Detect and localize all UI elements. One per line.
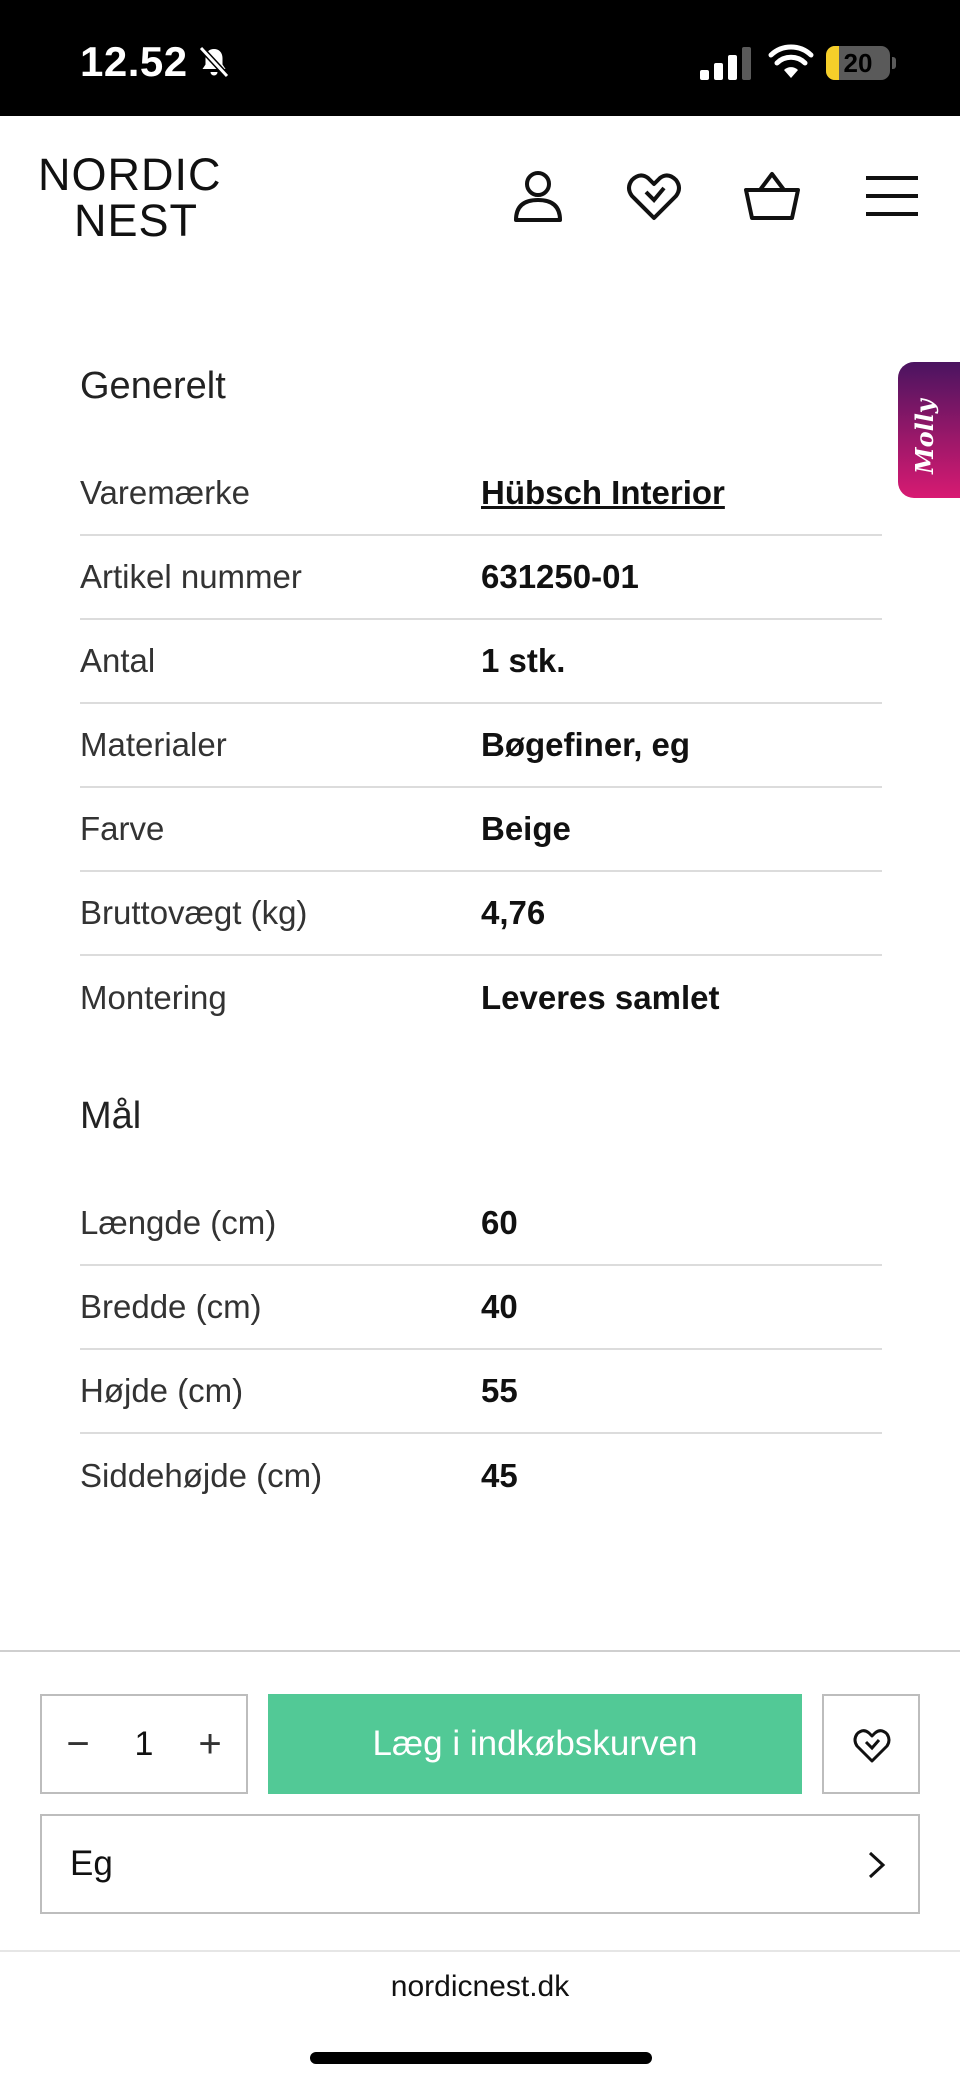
- logo-line-2: NEST: [74, 195, 199, 246]
- brand-link[interactable]: Hübsch Interior: [481, 474, 725, 511]
- spec-label: Montering: [80, 979, 227, 1016]
- general-section-title: Generelt: [80, 365, 226, 407]
- address-bar-url[interactable]: nordicnest.dk: [390, 1970, 570, 2003]
- spec-row-seat-height: [80, 1434, 882, 1518]
- spec-value: 40: [481, 1288, 518, 1325]
- spec-value: Bøgefiner, eg: [481, 726, 691, 763]
- variant-selected-value: Eg: [70, 1844, 113, 1883]
- status-time: 12.52: [80, 38, 188, 85]
- spec-label: Varemærke: [80, 474, 250, 511]
- signal-icon: [700, 46, 752, 80]
- spec-label: Bruttovægt (kg): [80, 894, 308, 931]
- spec-label: Antal: [80, 642, 156, 679]
- add-to-cart-bar: [0, 1650, 960, 1950]
- favorite-button[interactable]: [822, 1694, 920, 1794]
- dimensions-section-title: Mål: [80, 1095, 142, 1137]
- spec-row-materials: [80, 704, 882, 788]
- basket-icon[interactable]: [742, 166, 802, 226]
- spec-value: 60: [481, 1204, 518, 1241]
- variant-selector[interactable]: [40, 1814, 920, 1914]
- spec-row-color: [80, 788, 882, 872]
- spec-value: Beige: [481, 810, 571, 847]
- spec-value: 4,76: [481, 894, 546, 931]
- chevron-right-icon: [866, 1850, 888, 1880]
- spec-row-quantity: [80, 620, 882, 704]
- molly-chat-tab[interactable]: [898, 362, 960, 498]
- spec-row-height: [80, 1350, 882, 1434]
- status-bar: [0, 0, 960, 116]
- heart-icon[interactable]: [624, 166, 684, 226]
- battery-level: 20: [843, 48, 873, 78]
- quantity-value[interactable]: 1: [134, 1725, 154, 1763]
- spec-value: Leveres samlet: [481, 979, 720, 1016]
- spec-value: 1 stk.: [481, 642, 566, 679]
- site-header: [0, 116, 960, 276]
- spec-label: Artikel nummer: [80, 558, 302, 595]
- home-indicator[interactable]: [310, 2052, 652, 2064]
- add-to-cart-button[interactable]: Læg i indkøbskurven: [268, 1694, 802, 1794]
- bell-slash-icon: [196, 44, 232, 80]
- molly-label: Molly: [910, 399, 939, 474]
- spec-row-brand: [80, 452, 882, 536]
- wifi-icon: [768, 42, 814, 80]
- nordic-nest-logo[interactable]: [38, 149, 238, 246]
- user-icon[interactable]: [508, 166, 568, 226]
- spec-row-assembly: [80, 956, 882, 1040]
- spec-row-article-number: [80, 536, 882, 620]
- spec-label: Bredde (cm): [80, 1288, 262, 1325]
- battery-icon: [826, 46, 896, 80]
- spec-label: Højde (cm): [80, 1372, 244, 1409]
- spec-label: Materialer: [80, 726, 227, 763]
- general-spec-table: [80, 452, 882, 1040]
- heart-icon: [852, 1726, 892, 1764]
- dimensions-spec-table: [80, 1182, 882, 1518]
- spec-row-length: [80, 1182, 882, 1266]
- menu-icon[interactable]: [862, 166, 922, 226]
- quantity-stepper: [40, 1694, 248, 1794]
- spec-row-gross-weight: [80, 872, 882, 956]
- decrease-quantity-button[interactable]: −: [66, 1722, 90, 1766]
- increase-quantity-button[interactable]: +: [198, 1722, 222, 1766]
- spec-value: 45: [481, 1457, 518, 1494]
- spec-label: Siddehøjde (cm): [80, 1457, 323, 1494]
- product-specifications: [80, 360, 882, 1568]
- spec-row-width: [80, 1266, 882, 1350]
- spec-value: 55: [481, 1372, 518, 1409]
- spec-value: 631250-01: [481, 558, 639, 595]
- browser-bottom-bar: [0, 1950, 960, 2078]
- spec-label: Farve: [80, 810, 165, 847]
- spec-label: Længde (cm): [80, 1204, 277, 1241]
- logo-line-1: NORDIC: [38, 149, 222, 200]
